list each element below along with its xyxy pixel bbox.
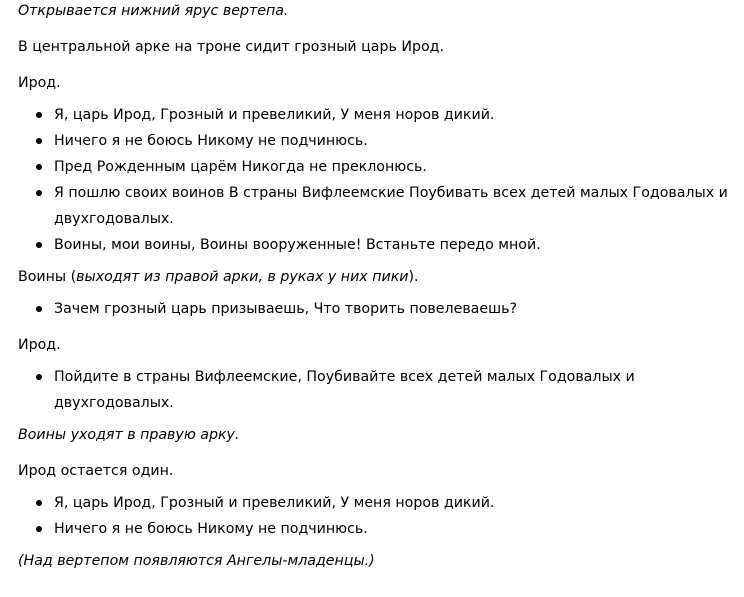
speaker-name: Воины ( <box>18 269 77 285</box>
bullet-list <box>18 364 730 416</box>
list-item: Ничего я не боюсь Никому не подчинюсь. <box>54 128 730 154</box>
stage-direction: Воины уходят в правую арку. <box>18 427 240 443</box>
bullet-list <box>18 490 730 542</box>
stage-direction: выходят из правой арки, в руках у них пики <box>76 269 409 285</box>
stage-direction: (Над вертепом появляются Ангелы-младенцы.) <box>18 553 375 569</box>
paragraph: Ирод остается один. <box>18 463 174 479</box>
list-item: Я пошлю своих воинов В страны Вифлеемские Поубивать всех детей малых Годовалых и двухгодовалых. <box>54 180 730 232</box>
bullet-list <box>18 102 730 258</box>
punctuation: ). <box>408 269 419 285</box>
stage-direction: Открывается нижний ярус вертепа. <box>18 3 289 19</box>
list-item: Ничего я не боюсь Никому не подчинюсь. <box>54 516 730 542</box>
list-item: Я, царь Ирод, Грозный и превеликий, У меня норов дикий. <box>54 490 730 516</box>
list-item: Воины, мои воины, Воины вооруженные! Встаньте передо мной. <box>54 232 730 258</box>
speaker-name: Ирод. <box>18 75 61 91</box>
list-item: Пред Рожденным царём Никогда не преклонюсь. <box>54 154 730 180</box>
list-item: Зачем грозный царь призываешь, Что творить повелеваешь? <box>54 296 730 322</box>
speaker-name: Ирод. <box>18 337 61 353</box>
paragraph: В центральной арке на троне сидит грозный царь Ирод. <box>18 39 444 55</box>
list-item: Я, царь Ирод, Грозный и превеликий, У меня норов дикий. <box>54 102 730 128</box>
list-item: Пойдите в страны Вифлеемские, Поубивайте всех детей малых Годовалых и двухгодовалых. <box>54 364 730 416</box>
speaker-line <box>18 264 730 290</box>
bullet-list <box>18 296 730 322</box>
